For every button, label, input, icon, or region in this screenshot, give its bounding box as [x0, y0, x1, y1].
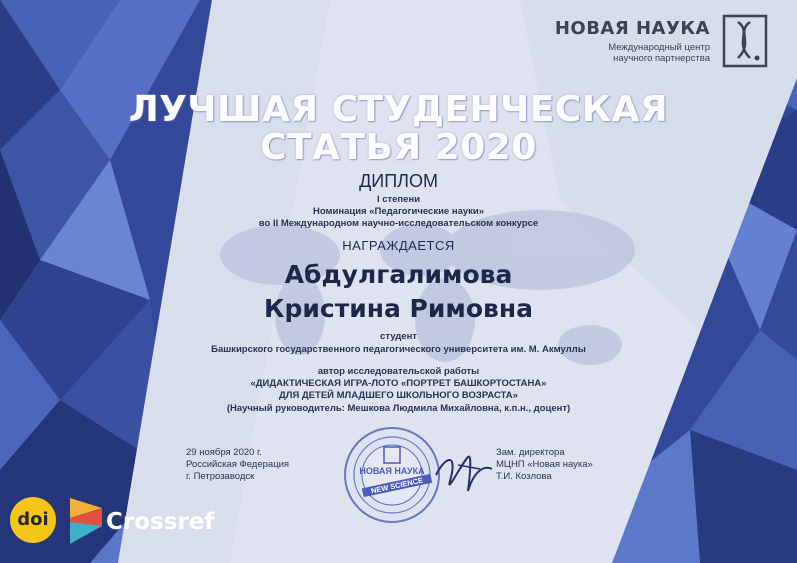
recipient-given-names: Кристина Римовна: [264, 294, 533, 323]
work-title-line2: ДЛЯ ДЕТЕЙ МЛАДШЕГО ШКОЛЬНОГО ВОЗРАСТА»: [279, 390, 518, 401]
doi-logo-text: doi: [17, 509, 49, 530]
stamp-band-text: NEW SCIENCE: [362, 474, 432, 497]
footer-date: 29 ноября 2020 г.: [186, 447, 262, 458]
official-stamp: [342, 425, 442, 525]
signature-icon: [428, 445, 498, 505]
footer-country: Российская Федерация: [186, 459, 290, 470]
signer-title-line1: Зам. директора: [496, 447, 565, 458]
work-supervisor: (Научный руководитель: Мешкова Людмила Михайловна, к.п.н., доцент): [226, 403, 571, 414]
recipient-surname: Абдулгалимова: [284, 260, 513, 289]
diploma-label: ДИПЛОМ: [359, 171, 438, 191]
diploma-degree: I степени: [376, 194, 421, 205]
recipient-institution: Башкирского государственного педагогического университета им. М. Акмуллы: [211, 344, 586, 355]
awarded-label: НАГРАЖДАЕТСЯ: [342, 238, 455, 253]
brand-logo-icon: [722, 14, 768, 68]
diploma-title-line1: ЛУЧШАЯ СТУДЕНЧЕСКАЯ: [128, 89, 669, 130]
doi-logo: [10, 497, 56, 543]
work-intro: автор исследовательской работы: [317, 366, 480, 377]
diploma-contest: во II Международном научно-исследовательском конкурсе: [258, 218, 539, 229]
crossref-logo-icon: [68, 496, 104, 546]
work-title-line1: «ДИДАКТИЧЕСКАЯ ИГРА-ЛОТО «ПОРТРЕТ БАШКОРТОСТАНА»: [250, 378, 547, 389]
brand-name: НОВАЯ НАУКА: [554, 18, 710, 39]
crossref-logo-text: Crossref: [106, 509, 215, 535]
signer-name: Т.И. Козлова: [496, 471, 552, 482]
brand-subtitle-line1: Международный центр: [608, 42, 710, 53]
diploma-title-line2: СТАТЬЯ 2020: [260, 127, 537, 168]
diploma-nomination: Номинация «Педагогические науки»: [312, 206, 485, 217]
recipient-role: студент: [380, 331, 417, 342]
footer-city: г. Петрозаводск: [186, 471, 255, 482]
brand-subtitle-line2: научного партнерства: [613, 53, 710, 64]
signer-title-line2: МЦНП «Новая наука»: [496, 459, 593, 470]
stamp-center-text: НОВАЯ НАУКА: [359, 466, 425, 476]
